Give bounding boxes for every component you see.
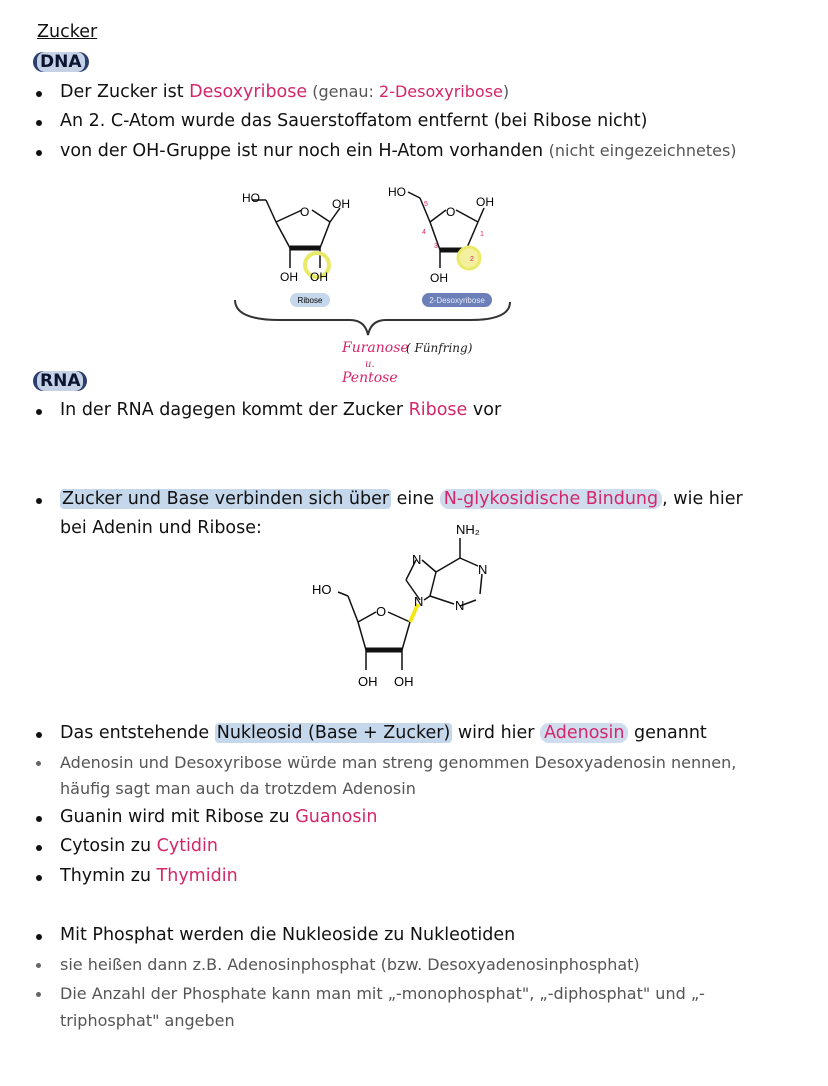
n3-label: N [455,598,465,613]
dna-bullet-sugar: Der Zucker ist Desoxyribose (genau: 2-Desoxyribose) [60,82,510,102]
desoxy-o-label: O [446,205,456,219]
desoxyadenosin-note: Adenosin und Desoxyribose würde man streng genommen Desoxyadenosin nennen, [60,753,737,772]
adenosine-o-label: O [376,604,387,619]
ribose-ho-label: HO [242,191,260,205]
carbon-5-label: 5 [424,201,428,208]
phosphate-count-note: Die Anzahl der Phosphate kann man mit „-monophosphat", „-diphosphat" und „- [60,984,705,1003]
dna-bullet-oh: von der OH-Gruppe ist nur noch ein H-Atom vorhanden (nicht eingezeichnetes) [60,141,737,161]
ribose-tag: Ribose [297,296,323,305]
adenosine-oh2-label: OH [394,674,414,689]
phosphate-count-note-line2: triphosphat" angeben [60,1011,235,1030]
phosphate-bullet: Mit Phosphat werden die Nukleoside zu Nukleotiden [60,925,516,945]
n9-label: N [414,594,424,609]
glyco-bullet: Zucker und Base verbinden sich über eine N-glykosidische Bindung , wie hier [62,489,743,509]
nh2-label: NH₂ [456,522,480,537]
adenosinphosphat-note: sie heißen dann z.B. Adenosinphosphat (bzw. Desoxyadenosinphosphat) [60,955,640,974]
furanose-label: Furanose [342,340,409,356]
carbon-2-label: 2 [470,256,474,263]
ribose-oh-label: OH [332,197,350,211]
ribose-o-label: O [300,205,310,219]
carbon-1-label: 1 [480,231,484,238]
n1-label: N [478,562,488,577]
desoxy-ho-label: HO [388,185,406,199]
glyco-bullet-line2: bei Adenin und Ribose: [60,518,262,538]
adenosine-figure [300,520,520,695]
desoxy-tag: 2-Desoxyribose [429,296,485,305]
dna-bullet-c2: An 2. C-Atom wurde das Sauerstoffatom entfernt (bei Ribose nicht) [60,111,648,131]
adenosine-oh3-label: OH [358,674,378,689]
desoxyribose-c2-highlight [458,247,480,269]
dna-heading: DNA [33,52,89,72]
and-label: u. [365,359,375,370]
page-title: Zucker [37,22,98,42]
n7-label: N [412,552,422,567]
thymidin-bullet: Thymin zu Thymidin [60,866,238,886]
fuenfring-label: ( Fünfring) [406,341,473,355]
carbon-3-label: 3 [434,243,438,250]
desoxy-oh3-label: OH [430,271,448,285]
sugar-comparison-figure [220,180,540,390]
desoxyadenosin-note-line2: häufig sagt man auch da trotzdem Adenosin [60,779,416,798]
rna-heading: RNA [33,371,87,391]
rna-bullet-ribose: In der RNA dagegen kommt der Zucker Ribose vor [60,400,502,420]
adenosine-ho-label: HO [312,582,332,597]
pentose-label: Pentose [342,370,398,386]
guanosin-bullet: Guanin wird mit Ribose zu Guanosin [60,807,378,827]
cytidin-bullet: Cytosin zu Cytidin [60,836,218,856]
desoxy-oh-label: OH [476,195,494,209]
ribose-oh3-label: OH [280,270,298,284]
nucleoside-bullet: Das entstehende Nukleosid (Base + Zucker) wird hier Adenosin genannt [60,723,707,743]
ribose-oh2-label: OH [310,270,328,284]
carbon-4-label: 4 [422,229,426,236]
